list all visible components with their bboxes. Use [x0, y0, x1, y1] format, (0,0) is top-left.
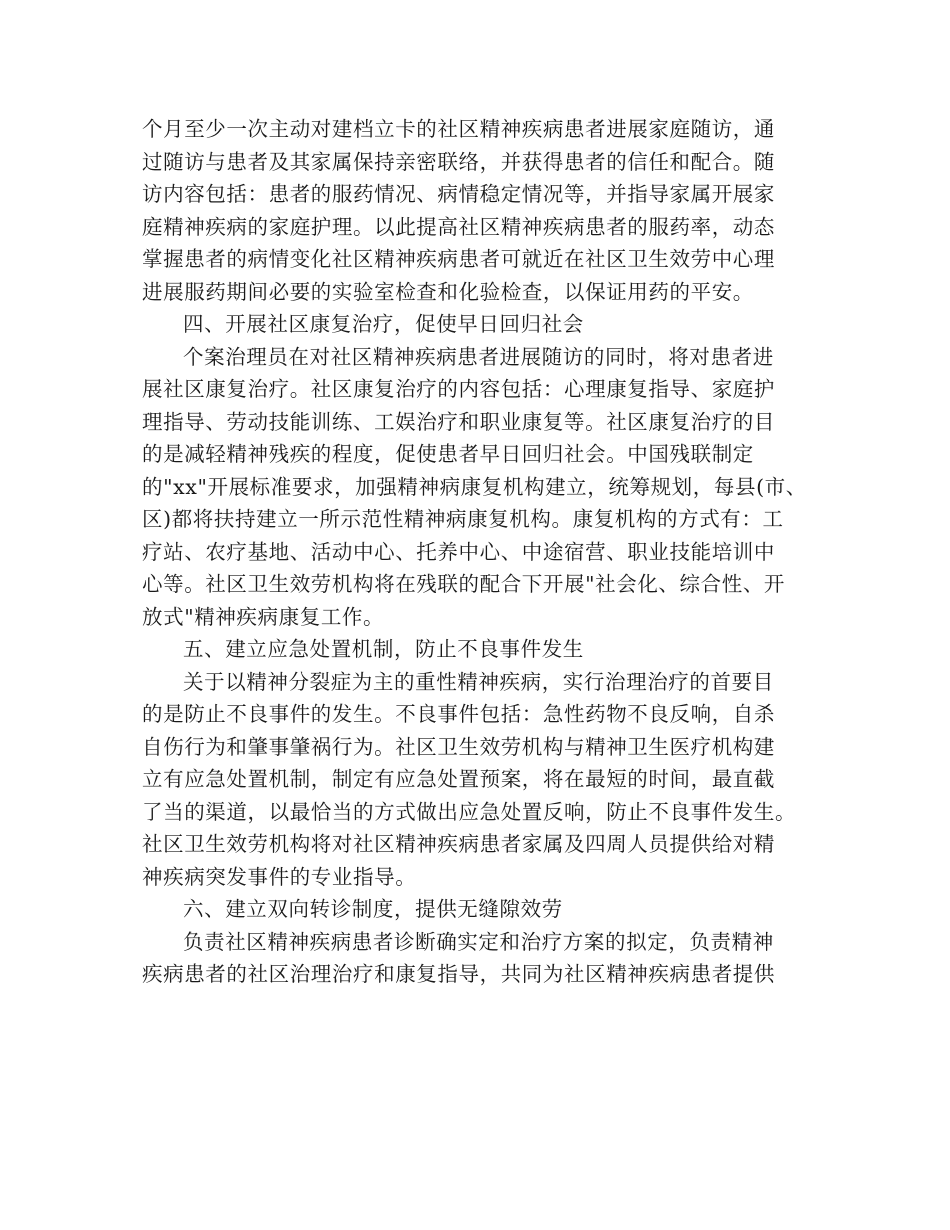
text-line: 展社区康复治疗。社区康复治疗的内容包括：心理康复指导、家庭护	[142, 377, 775, 401]
text-line: 了当的渠道，以最恰当的方式做出应急处置反响，防止不良事件发生。	[142, 799, 797, 824]
document-body	[142, 113, 822, 991]
text-line: 神疾病突发事件的专业指导。	[142, 864, 417, 889]
paragraph-start-line: 个案治理员在对社区精神疾病患者进展随访的同时，将对患者进	[183, 344, 774, 369]
text-line: 进展服药期间必要的实验室检查和化验检查，以保证用药的平安。	[142, 279, 754, 304]
text-line: 社区卫生效劳机构将对社区精神疾病患者家属及四周人员提供给对精	[142, 832, 775, 856]
text-line: 庭精神疾病的家庭护理。以此提高社区精神疾病患者的服药率，动态	[142, 214, 775, 239]
text-line: 放式"精神疾病康复工作。	[142, 604, 385, 629]
text-line: 的"xx"开展标准要求，加强精神病康复机构建立，统筹规划，每县(市、	[142, 474, 807, 499]
text-line: 过随访与患者及其家属保持亲密联络，并获得患者的信任和配合。随	[142, 149, 775, 174]
text-line: 疾病患者的社区治理治疗和康复指导，共同为社区精神疾病患者提供	[142, 962, 775, 986]
paragraph-start-line: 六、建立双向转诊制度，提供无缝隙效劳	[183, 897, 563, 921]
text-line: 理指导、劳动技能训练、工娱治疗和职业康复等。社区康复治疗的目	[142, 409, 775, 434]
text-line: 个月至少一次主动对建档立卡的社区精神疾病患者进展家庭随访，通	[142, 117, 775, 141]
text-line: 的是减轻精神残疾的程度，促使患者早日回归社会。中国残联制定	[142, 442, 754, 466]
text-line: 掌握患者的病情变化社区精神疾病患者可就近在社区卫生效劳中心理	[142, 247, 775, 271]
text-line: 区)都将扶持建立一所示范性精神病康复机构。康复机构的方式有：工	[142, 507, 784, 531]
text-line: 访内容包括：患者的服药情况、病情稳定情况等，并指导家属开展家	[142, 182, 775, 206]
text-line: 疗站、农疗基地、活动中心、托养中心、中途宿营、职业技能培训中	[142, 539, 775, 564]
paragraph-start-line: 四、开展社区康复治疗，促使早日回归社会	[183, 312, 584, 336]
text-line: 立有应急处置机制，制定有应急处置预案，将在最短的时间，最直截	[142, 767, 775, 791]
paragraph-start-line: 关于以精神分裂症为主的重性精神疾病，实行治理治疗的首要目	[183, 669, 774, 694]
text-line: 自伤行为和肇事肇祸行为。社区卫生效劳机构与精神卫生医疗机构建	[142, 734, 775, 759]
text-line: 的是防止不良事件的发生。不良事件包括：急性药物不良反响，自杀	[142, 702, 775, 726]
paragraph-start-line: 负责社区精神疾病患者诊断确实定和治疗方案的拟定，负责精神	[183, 929, 774, 954]
paragraph-start-line: 五、建立应急处置机制，防止不良事件发生	[183, 637, 584, 661]
text-line: 心等。社区卫生效劳机构将在残联的配合下开展"社会化、综合性、开	[142, 572, 786, 596]
